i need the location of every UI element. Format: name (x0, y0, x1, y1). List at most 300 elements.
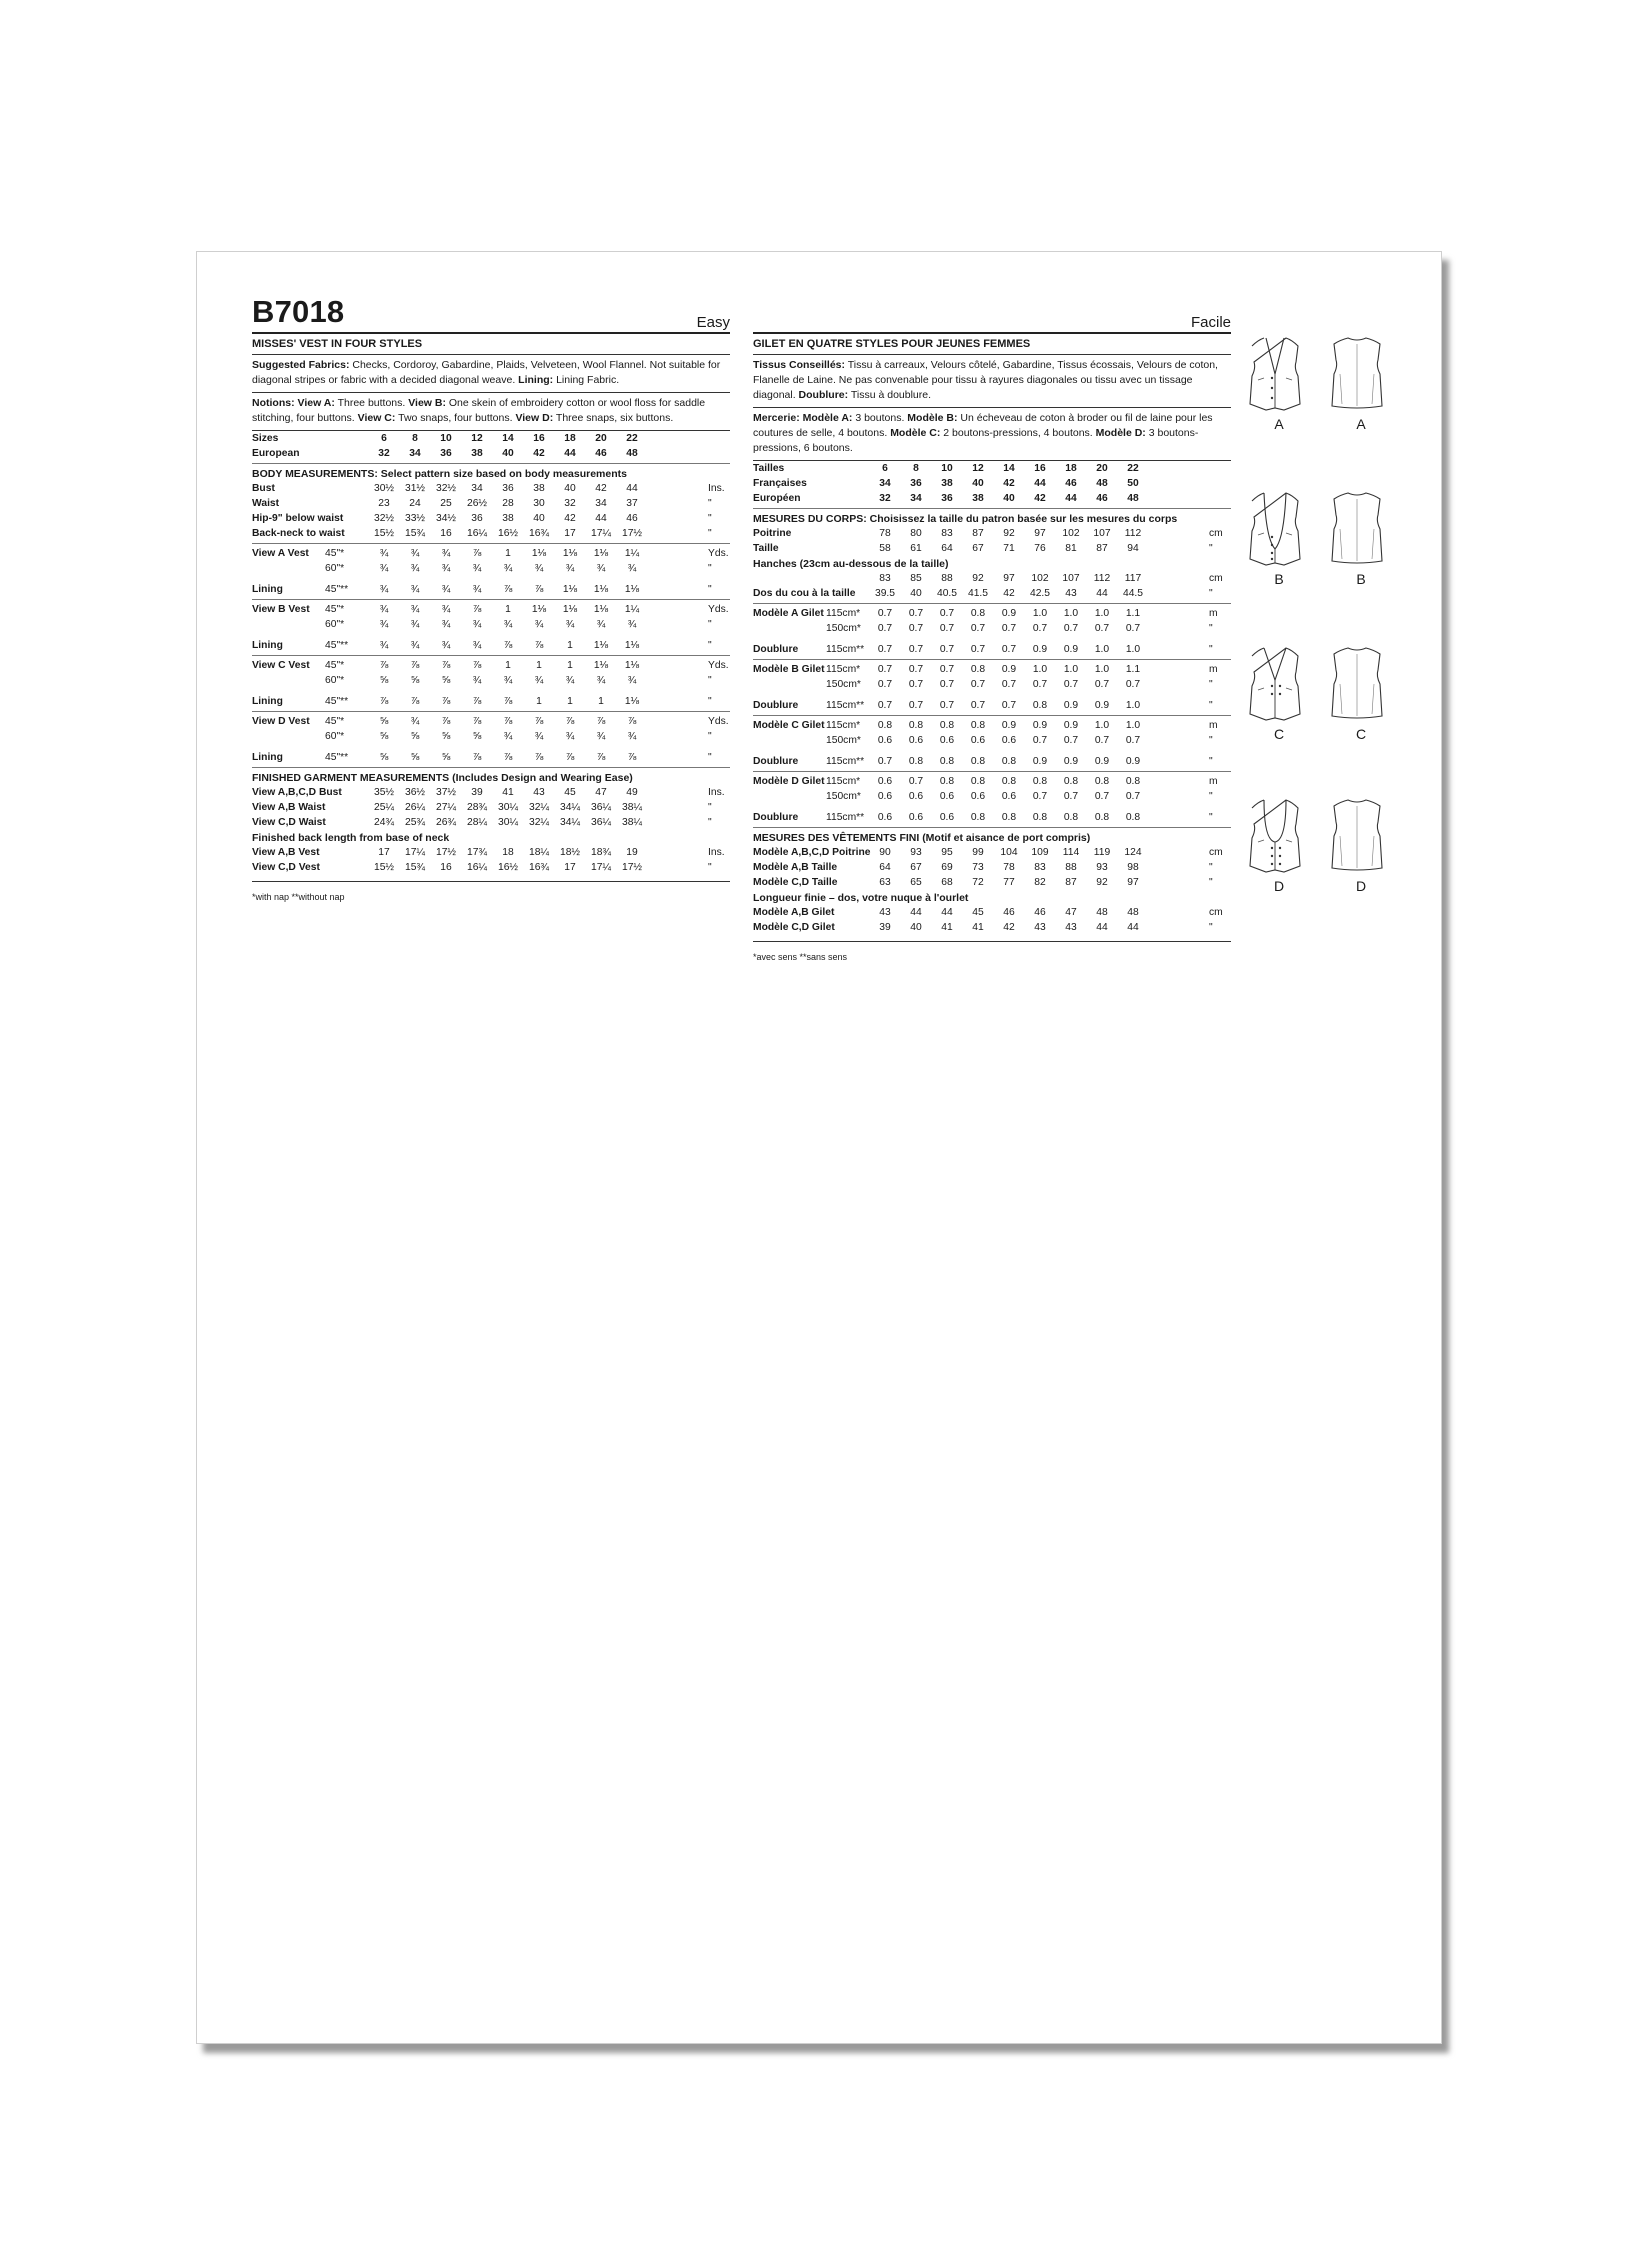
table-cell: ⅞ (534, 716, 544, 727)
table-cell: 1⅛ (593, 584, 609, 595)
table-cell: 1⅛ (562, 548, 578, 559)
table-cell: 43 (1065, 588, 1077, 599)
table-cell: ⅝ (472, 731, 482, 742)
row-unit: " (708, 584, 712, 595)
table-cell: 17 (564, 862, 576, 873)
table-cell: 0.6 (939, 812, 955, 823)
table-cell: 44 (1096, 588, 1108, 599)
back-neck-row (753, 586, 1231, 601)
table-cell: 0.8 (877, 720, 893, 731)
table-cell: 102 (1062, 528, 1080, 539)
row-width: 45"* (325, 548, 345, 559)
table-cell: 0.7 (1001, 700, 1017, 711)
row-label: Modèle C,D Taille (753, 877, 838, 888)
table-cell: 20 (595, 433, 607, 444)
table-cell: 44 (626, 483, 638, 494)
table-cell: ⅞ (441, 716, 451, 727)
yardage-row (252, 729, 730, 744)
notions-fr (753, 408, 1231, 460)
table-cell: 41 (972, 922, 984, 933)
table-cell: 44 (595, 513, 607, 524)
table-cell: ⅞ (596, 752, 606, 763)
table-cell: 17¼ (590, 528, 612, 539)
table-cell: 15¾ (404, 528, 426, 539)
finished-measurement-row (252, 800, 730, 815)
row-unit: " (708, 619, 712, 630)
row-width: 115cm** (826, 812, 865, 823)
divider (753, 715, 1231, 716)
table-cell: 0.7 (970, 679, 986, 690)
table-cell: 1⅛ (593, 640, 609, 651)
table-cell: 39.5 (874, 588, 896, 599)
table-cell: 36¼ (590, 802, 612, 813)
table-cell: ¾ (379, 640, 389, 651)
table-cell: 34¼ (559, 802, 581, 813)
table-cell: 42 (1003, 588, 1015, 599)
row-unit: " (1209, 862, 1213, 873)
body-measurement-row (252, 481, 730, 496)
table-cell: 1⅛ (531, 604, 547, 615)
table-cell: ¾ (472, 563, 482, 574)
table-cell: 109 (1031, 847, 1049, 858)
notions-view-a-label: View A: (297, 397, 335, 409)
table-cell: 24 (409, 498, 421, 509)
table-cell: 38 (502, 513, 514, 524)
table-cell: 0.7 (877, 700, 893, 711)
table-cell: 1⅛ (593, 548, 609, 559)
table-cell: 0.8 (970, 812, 986, 823)
finished-measurement-row (753, 875, 1231, 890)
table-cell: 43 (533, 787, 545, 798)
row-width: 115cm* (826, 608, 861, 619)
notions-view-d-label-fr: Modèle D: (1095, 427, 1146, 439)
row-unit: cm (1209, 528, 1223, 539)
table-cell: 1 (567, 640, 573, 651)
table-cell: 38 (972, 493, 984, 504)
row-unit: " (708, 563, 712, 574)
row-unit: " (708, 731, 712, 742)
table-cell: 0.9 (1032, 756, 1048, 767)
table-cell: 44 (1127, 922, 1139, 933)
table-cell: 42 (1003, 922, 1015, 933)
table-cell: 36 (910, 478, 922, 489)
table-cell: ⅞ (503, 696, 513, 707)
table-cell: 38 (533, 483, 545, 494)
table-cell: 0.7 (908, 644, 924, 655)
lining-text: Lining Fabric. (556, 374, 620, 386)
table-cell: ¾ (441, 640, 451, 651)
table-cell: 34 (910, 493, 922, 504)
row-label: View B Vest (252, 604, 310, 615)
table-cell: 0.8 (1125, 812, 1141, 823)
row-label: Modèle C,D Gilet (753, 922, 835, 933)
table-cell: 1.0 (1125, 700, 1141, 711)
table-cell: 0.8 (1063, 776, 1079, 787)
row-label: View A,B Waist (252, 802, 326, 813)
table-cell: 117 (1124, 573, 1142, 584)
table-cell: ¾ (565, 563, 575, 574)
table-cell: ⅞ (472, 752, 482, 763)
row-label: Taille (753, 543, 779, 554)
table-cell: 37 (626, 498, 638, 509)
table-cell: 0.7 (1094, 679, 1110, 690)
table-cell: 0.7 (1125, 791, 1141, 802)
table-cell: ¾ (627, 731, 637, 742)
table-cell: 18 (502, 847, 514, 858)
divider (753, 771, 1231, 772)
table-cell: 114 (1062, 847, 1080, 858)
french-sizes-row (753, 476, 1231, 491)
table-cell: 0.6 (877, 812, 893, 823)
table-cell: 0.9 (1063, 720, 1079, 731)
table-cell: 0.9 (1094, 756, 1110, 767)
table-cell: ⅝ (410, 675, 420, 686)
table-cell: 10 (440, 433, 452, 444)
table-cell: 61 (910, 543, 922, 554)
yardage-row (753, 662, 1231, 677)
table-cell: 0.6 (908, 791, 924, 802)
table-cell: 112 (1124, 528, 1142, 539)
table-cell: 32½ (373, 513, 395, 524)
table-cell: 67 (910, 862, 922, 873)
yardage-row (252, 714, 730, 729)
table-cell: 0.7 (908, 623, 924, 634)
table-cell: 0.7 (1063, 679, 1079, 690)
table-cell: 0.7 (939, 623, 955, 634)
table-cell: ¾ (565, 619, 575, 630)
table-cell: 0.7 (877, 756, 893, 767)
row-unit: Ins. (708, 847, 725, 858)
row-unit: " (708, 862, 712, 873)
row-unit: cm (1209, 907, 1223, 918)
yardage-row (252, 673, 730, 688)
table-cell: 92 (1003, 528, 1015, 539)
table-cell: 16¼ (466, 862, 488, 873)
table-cell: ⅞ (472, 660, 482, 671)
table-cell: ⅝ (410, 731, 420, 742)
table-cell: 107 (1093, 528, 1111, 539)
yardage-row (753, 621, 1231, 636)
table-cell: 1⅛ (624, 640, 640, 651)
table-cell: 1⅛ (562, 604, 578, 615)
finished-measurement-row (753, 860, 1231, 875)
table-cell: 37½ (435, 787, 457, 798)
european-sizes-row (252, 446, 730, 461)
vest-front-drawing (1244, 644, 1306, 724)
table-cell: 0.7 (1063, 623, 1079, 634)
table-cell: ¾ (472, 640, 482, 651)
table-cell: ¾ (627, 675, 637, 686)
table-cell: 80 (910, 528, 922, 539)
table-cell: ⅞ (565, 716, 575, 727)
english-header (252, 252, 730, 332)
table-cell: 0.8 (1094, 812, 1110, 823)
table-cell: 64 (879, 862, 891, 873)
row-unit: " (1209, 623, 1213, 634)
table-cell: 32¼ (528, 802, 550, 813)
table-cell: 0.6 (877, 791, 893, 802)
table-cell: 67 (972, 543, 984, 554)
back-length-row (252, 845, 730, 860)
table-cell: ¾ (410, 640, 420, 651)
row-label: Modèle B Gilet (753, 664, 825, 675)
table-cell: 34½ (435, 513, 457, 524)
table-cell: 0.8 (939, 756, 955, 767)
table-cell: ⅝ (379, 716, 389, 727)
table-cell: 0.9 (1125, 756, 1141, 767)
table-cell: 10 (941, 463, 953, 474)
table-cell: 0.7 (877, 608, 893, 619)
notions-view-d-fr: 3 boutons-pressions, 6 boutons. (753, 427, 1199, 454)
table-cell: 88 (1065, 862, 1077, 873)
table-cell: 71 (1003, 543, 1015, 554)
table-cell: 87 (1096, 543, 1108, 554)
row-label: Lining (252, 696, 283, 707)
row-width: 45"** (325, 640, 349, 651)
table-cell: 83 (879, 573, 891, 584)
table-cell: 78 (1003, 862, 1015, 873)
table-cell: 0.8 (939, 776, 955, 787)
table-cell: 93 (1096, 862, 1108, 873)
table-cell: 0.7 (1094, 791, 1110, 802)
table-cell: 41.5 (967, 588, 989, 599)
table-cell: 0.9 (1063, 644, 1079, 655)
table-cell: 20 (1096, 463, 1108, 474)
table-cell: 83 (1034, 862, 1046, 873)
row-label: View C Vest (252, 660, 310, 671)
table-cell: 44.5 (1122, 588, 1144, 599)
table-cell: 30¼ (497, 802, 519, 813)
row-width: 60"* (325, 619, 345, 630)
table-cell: 39 (471, 787, 483, 798)
table-cell: 1⅛ (624, 584, 640, 595)
row-unit: Yds. (708, 716, 729, 727)
notions-label-fr: Mercerie: (753, 412, 800, 424)
table-cell: 0.9 (1094, 700, 1110, 711)
finished-measurements-heading: FINISHED GARMENT MEASUREMENTS (Includes Design and Wearing Ease) (252, 772, 633, 784)
table-cell: ⅝ (441, 675, 451, 686)
sizes-row (753, 461, 1231, 476)
table-cell: 25¾ (404, 817, 426, 828)
notions-view-b-fr: Un écheveau de coton à broder ou fil de laine pour les coutures de selle, 4 boutons. (753, 412, 1213, 439)
table-cell: 48 (1127, 493, 1139, 504)
row-width: 45"** (325, 752, 349, 763)
table-cell: 48 (1096, 478, 1108, 489)
table-cell: 45 (972, 907, 984, 918)
row-unit: cm (1209, 573, 1223, 584)
divider (753, 827, 1231, 828)
view-b-back-artwork (1326, 489, 1396, 587)
table-cell: 0.6 (970, 791, 986, 802)
table-cell: 32 (879, 493, 891, 504)
table-cell: 17¼ (590, 862, 612, 873)
back-length-row (753, 920, 1231, 935)
table-cell: 1 (536, 660, 542, 671)
table-cell: 47 (1065, 907, 1077, 918)
row-width: 150cm* (826, 735, 861, 746)
row-unit: " (1209, 700, 1213, 711)
body-measurements-heading: MESURES DU CORPS: Choisissez la taille du patron basée sur les mesures du corps (753, 513, 1178, 525)
table-cell: ⅞ (565, 752, 575, 763)
table-cell: 0.8 (1063, 812, 1079, 823)
table-cell: 0.7 (908, 776, 924, 787)
row-label: Modèle A,B Taille (753, 862, 838, 873)
view-label: D (1273, 878, 1285, 894)
table-cell: 1.0 (1125, 720, 1141, 731)
table-cell: 40 (972, 478, 984, 489)
footnote: *with nap **without nap (252, 892, 345, 902)
table-cell: 16¾ (528, 528, 550, 539)
table-cell: ⅞ (503, 640, 513, 651)
table-cell: 0.8 (1032, 700, 1048, 711)
table-cell: 40 (564, 483, 576, 494)
row-width: 45"** (325, 584, 349, 595)
notions-view-a-fr: 3 boutons. (855, 412, 905, 424)
notions-label: Notions: (252, 397, 295, 409)
table-cell: 98 (1127, 862, 1139, 873)
notions-view-b-label: View B: (408, 397, 446, 409)
row-unit: cm (1209, 847, 1223, 858)
row-unit: " (708, 752, 712, 763)
row-label: View C,D Waist (252, 817, 326, 828)
table-cell: 35½ (373, 787, 395, 798)
table-cell: 0.8 (970, 776, 986, 787)
row-width: 60"* (325, 563, 345, 574)
table-cell: 6 (882, 463, 888, 474)
fabrics-text-fr: Tissu à carreaux, Velours côtelé, Gabardine, Tissus écossais, Velours de coton, Flanelle de Laine. Ne pas convenable pour tissu à rayures diagonales ou tissu avec un tissage diagonal. (753, 359, 1218, 401)
table-cell: 46 (1034, 907, 1046, 918)
row-unit: " (1209, 735, 1213, 746)
view-label: A (1356, 416, 1366, 432)
table-cell: 18½ (559, 847, 581, 858)
table-cell: 93 (910, 847, 922, 858)
table-cell: 1 (567, 660, 573, 671)
table-cell: 0.8 (1032, 776, 1048, 787)
table-cell: ⅞ (503, 716, 513, 727)
row-width: 45"* (325, 716, 345, 727)
table-cell: 0.7 (970, 700, 986, 711)
back-length-heading: Longueur finie – dos, votre nuque à l'ourlet (753, 892, 969, 904)
table-cell: ⅝ (379, 675, 389, 686)
table-cell: 14 (1003, 463, 1015, 474)
table-cell: 46 (595, 448, 607, 459)
view-a-front-artwork (1244, 334, 1314, 432)
table-cell: 87 (972, 528, 984, 539)
table-cell: 38 (941, 478, 953, 489)
view-label: C (1273, 726, 1285, 742)
table-cell: 0.9 (1063, 700, 1079, 711)
table-cell: 0.7 (1032, 791, 1048, 802)
table-cell: 25 (440, 498, 452, 509)
row-width: 60"* (325, 675, 345, 686)
table-cell: 0.8 (1001, 756, 1017, 767)
table-cell: 0.6 (970, 735, 986, 746)
table-cell: 68 (941, 877, 953, 888)
table-cell: 19 (626, 847, 638, 858)
table-cell: 94 (1127, 543, 1139, 554)
yardage-row (753, 774, 1231, 789)
table-cell: 65 (910, 877, 922, 888)
row-label: Sizes (252, 433, 279, 444)
view-d-front-artwork (1244, 796, 1314, 894)
table-cell: 36¼ (590, 817, 612, 828)
yardage-row (753, 718, 1231, 733)
row-label: Modèle A,B Gilet (753, 907, 835, 918)
row-label: Doublure (753, 644, 799, 655)
table-cell: ⅞ (596, 716, 606, 727)
row-label: View A,B,C,D Bust (252, 787, 342, 798)
view-label: A (1274, 416, 1284, 432)
table-cell: 69 (941, 862, 953, 873)
sizes-row (252, 431, 730, 446)
table-cell: 97 (1127, 877, 1139, 888)
row-label: Hip-9" below waist (252, 513, 344, 524)
yardage-row (753, 789, 1231, 804)
table-cell: 0.8 (939, 720, 955, 731)
table-cell: 73 (972, 862, 984, 873)
table-cell: ¾ (627, 563, 637, 574)
table-cell: ¾ (441, 584, 451, 595)
row-unit: " (1209, 812, 1213, 823)
table-cell: 44 (1034, 478, 1046, 489)
table-cell: 40 (910, 588, 922, 599)
table-cell: 47 (595, 787, 607, 798)
table-cell: 0.9 (1001, 720, 1017, 731)
table-cell: ¾ (410, 563, 420, 574)
table-cell: 42 (533, 448, 545, 459)
table-cell: ⅞ (472, 716, 482, 727)
divider (753, 659, 1231, 660)
table-cell: ¾ (596, 731, 606, 742)
table-cell: 16½ (497, 862, 519, 873)
divider (252, 543, 730, 544)
table-cell: 40 (502, 448, 514, 459)
table-cell: 77 (1003, 877, 1015, 888)
table-cell: 24¾ (373, 817, 395, 828)
table-cell: 30½ (373, 483, 395, 494)
pattern-title-fr: GILET EN QUATRE STYLES POUR JEUNES FEMMES (753, 338, 1031, 350)
table-cell: ¾ (565, 675, 575, 686)
table-cell: 0.8 (1001, 812, 1017, 823)
table-cell: 12 (972, 463, 984, 474)
table-cell: 0.8 (970, 608, 986, 619)
finished-measurements-heading: MESURES DES VÊTEMENTS FINI (Motif et aisance de port compris) (753, 832, 1091, 844)
table-cell: 48 (1096, 907, 1108, 918)
table-cell: 48 (626, 448, 638, 459)
table-cell: 30¼ (497, 817, 519, 828)
row-label: Françaises (753, 478, 807, 489)
table-cell: 0.8 (970, 664, 986, 675)
table-cell: 16 (1034, 463, 1046, 474)
table-cell: 27¼ (435, 802, 457, 813)
table-cell: 22 (626, 433, 638, 444)
table-cell: 15½ (373, 528, 395, 539)
lining-text-fr: Tissu à doublure. (850, 389, 932, 401)
row-label: Doublure (753, 812, 799, 823)
table-cell: 0.7 (939, 700, 955, 711)
row-label: Modèle A Gilet (753, 608, 824, 619)
table-cell: 8 (913, 463, 919, 474)
row-label: Modèle D Gilet (753, 776, 825, 787)
table-cell: 16 (533, 433, 545, 444)
yardage-row (753, 606, 1231, 621)
view-b-front-artwork (1244, 489, 1314, 587)
row-label: Doublure (753, 700, 799, 711)
yardage-row (252, 546, 730, 561)
table-cell: 23 (378, 498, 390, 509)
row-width: 115cm** (826, 756, 865, 767)
table-cell: ⅞ (503, 752, 513, 763)
